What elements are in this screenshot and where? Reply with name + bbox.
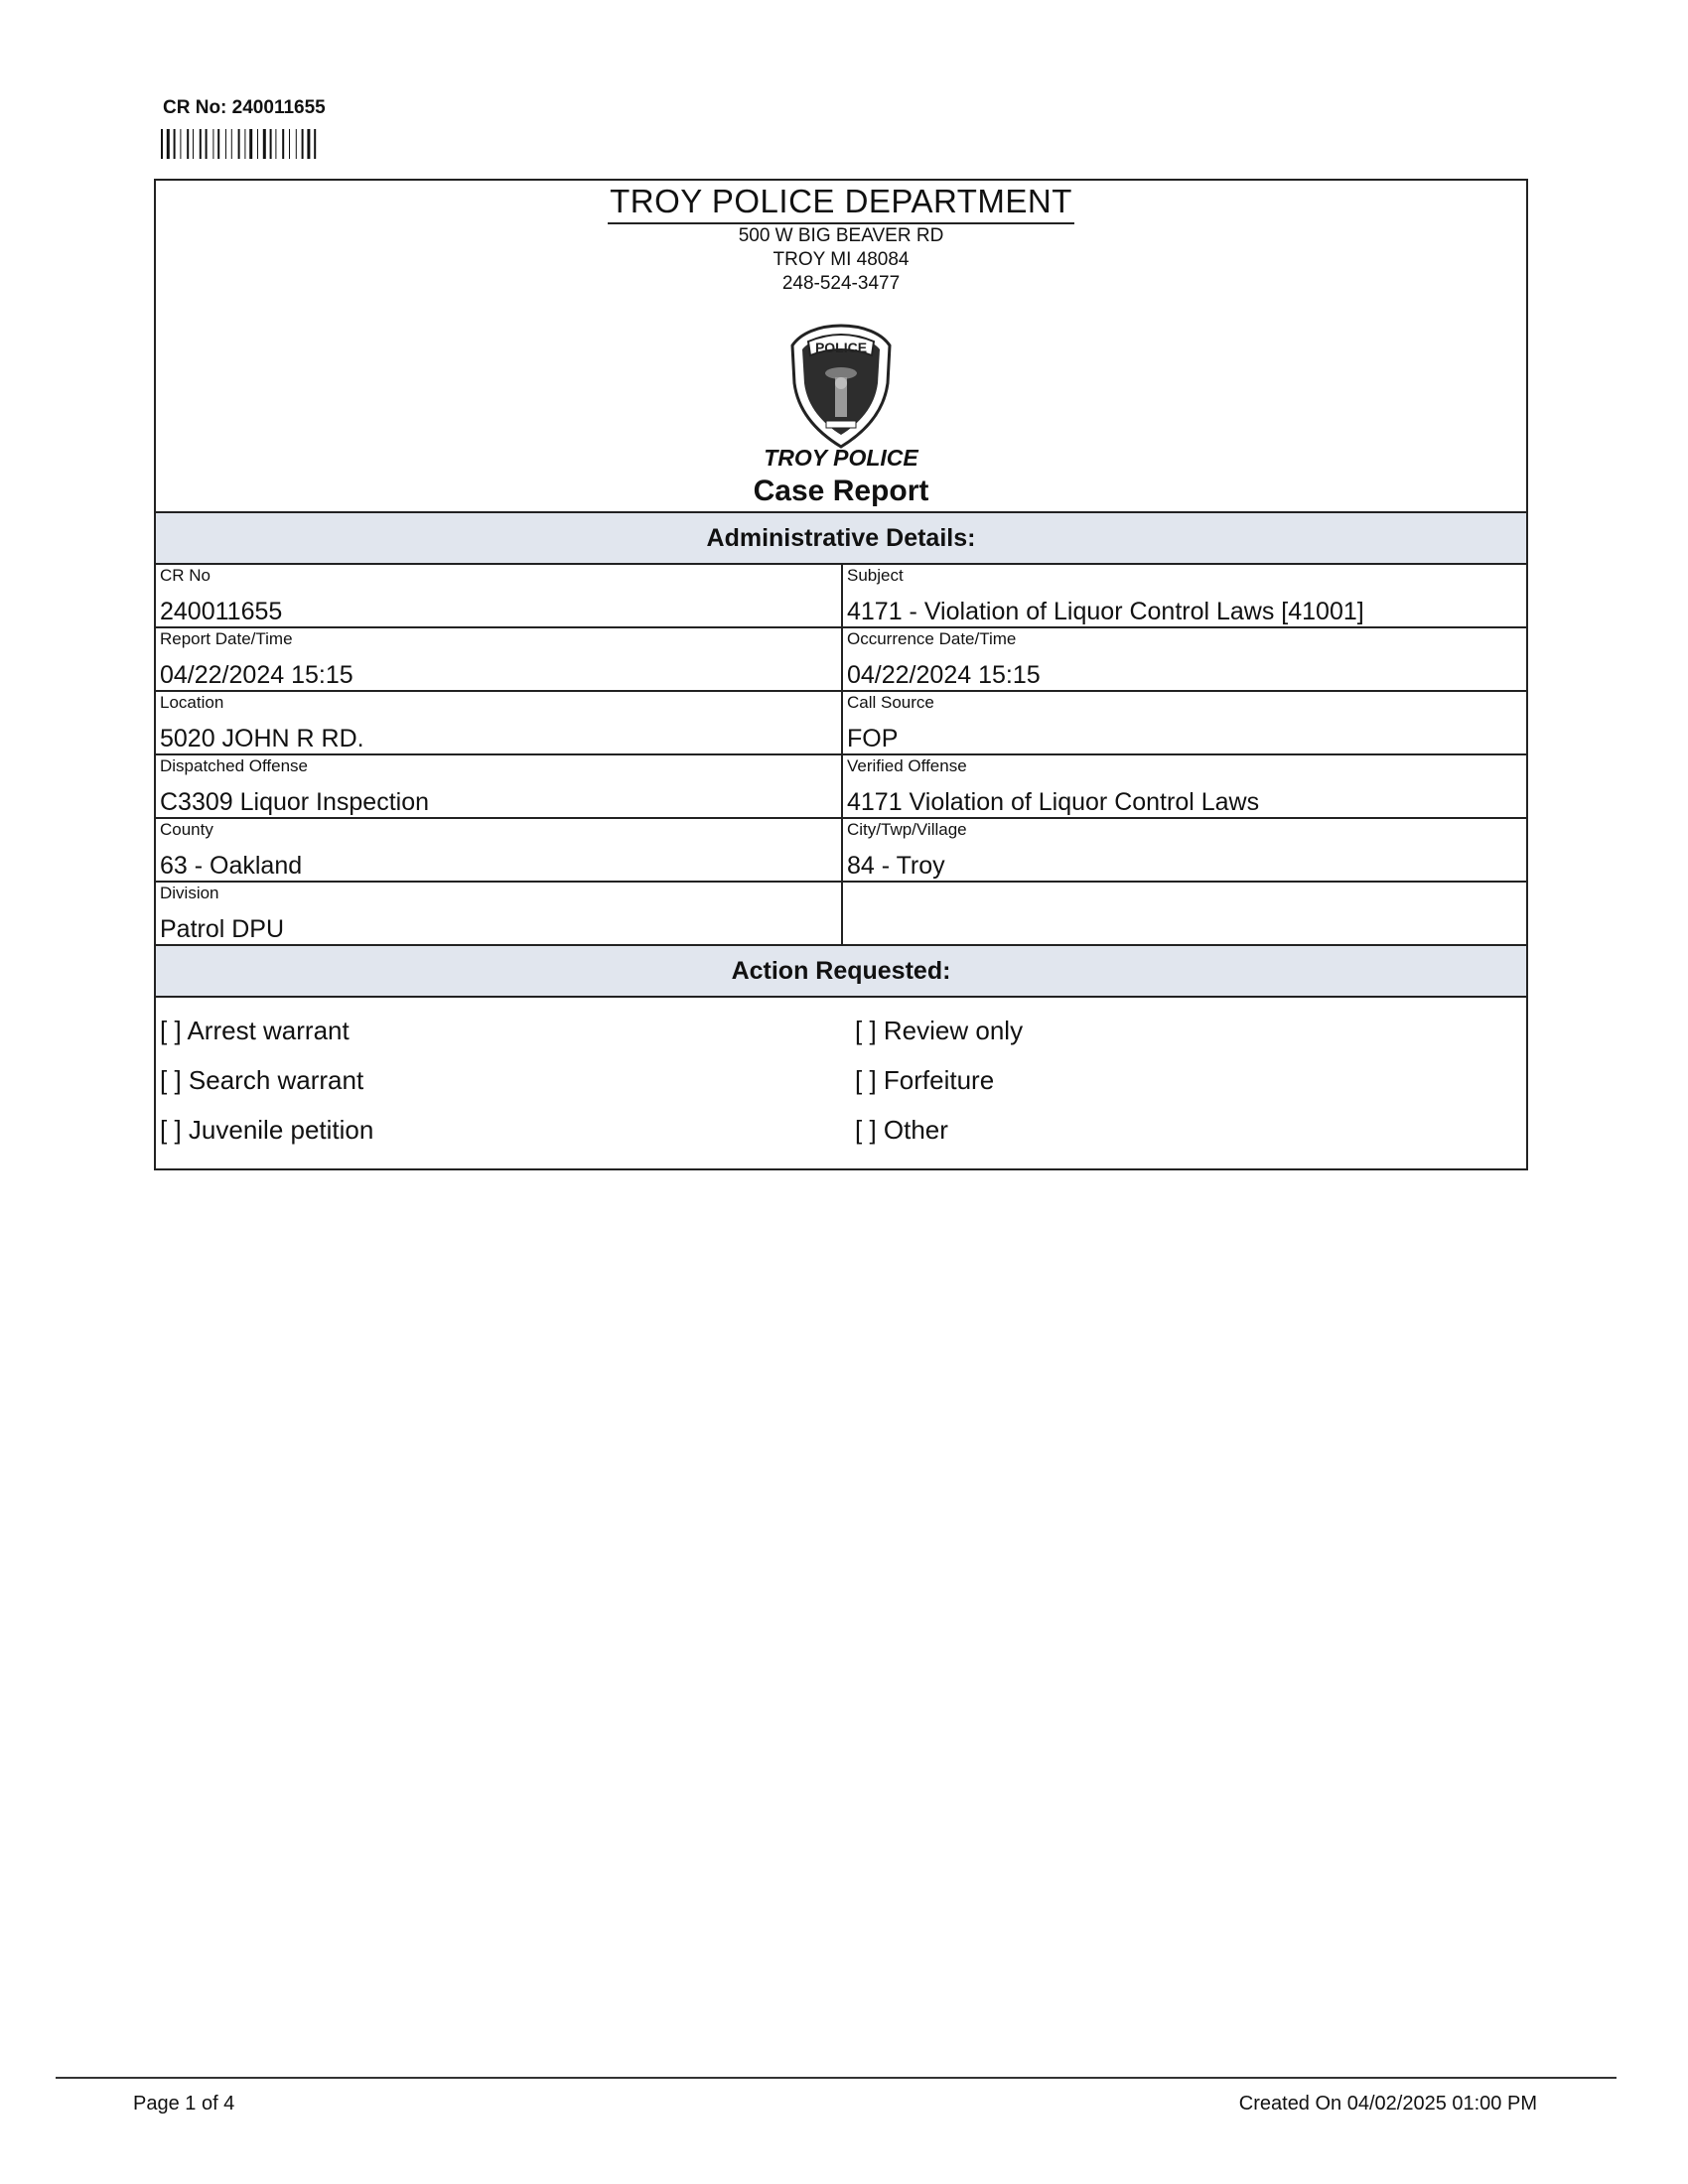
footer-divider — [56, 2077, 1617, 2079]
field-label: Call Source — [847, 693, 934, 712]
field-occurrence-datetime — [841, 628, 1526, 690]
admin-row — [156, 819, 1526, 883]
admin-row — [156, 692, 1526, 755]
department-address-line2: TROY MI 48084 — [773, 249, 910, 270]
field-value: Patrol DPU — [160, 915, 285, 943]
action-requested-list — [156, 998, 1526, 1168]
field-value: 240011655 — [160, 598, 283, 625]
field-label: Subject — [847, 566, 904, 585]
field-value: 04/22/2024 15:15 — [160, 661, 353, 689]
report-title: Case Report — [753, 475, 929, 507]
field-division — [156, 883, 841, 944]
cr-number-label: CR No: — [163, 97, 227, 118]
field-value: 5020 JOHN R RD. — [160, 725, 364, 752]
admin-row — [156, 883, 1526, 944]
field-verified-offense — [841, 755, 1526, 817]
action-search-warrant: [ ] Search warrant — [160, 1065, 364, 1095]
action-requested-heading: Action Requested: — [156, 944, 1526, 998]
field-dispatched-offense — [156, 755, 841, 817]
field-label: CR No — [160, 566, 211, 585]
barcode — [161, 129, 425, 159]
field-label: Verified Offense — [847, 756, 967, 775]
report-header — [156, 181, 1526, 511]
svg-text:POLICE: POLICE — [814, 340, 868, 355]
action-arrest-warrant: [ ] Arrest warrant — [160, 1016, 350, 1045]
field-label: Location — [160, 693, 224, 712]
field-label: Division — [160, 884, 219, 902]
admin-row — [156, 565, 1526, 628]
field-call-source — [841, 692, 1526, 753]
case-report-form — [154, 179, 1528, 1170]
action-juvenile-petition: [ ] Juvenile petition — [160, 1115, 374, 1145]
action-column-left — [156, 1016, 841, 1164]
field-subject — [841, 565, 1526, 626]
field-label: Report Date/Time — [160, 629, 293, 648]
troy-police-brand: TROY POLICE — [764, 445, 918, 471]
field-city-twp-village — [841, 819, 1526, 881]
admin-row — [156, 755, 1526, 819]
field-report-datetime — [156, 628, 841, 690]
field-county — [156, 819, 841, 881]
field-value: FOP — [847, 725, 899, 752]
field-empty — [841, 883, 1526, 944]
field-value: 04/22/2024 15:15 — [847, 661, 1041, 689]
created-on-timestamp: Created On 04/02/2025 01:00 PM — [1238, 2093, 1537, 2115]
cr-number-value: 240011655 — [231, 97, 326, 118]
department-name: TROY POLICE DEPARTMENT — [608, 183, 1074, 224]
field-value: 63 - Oakland — [160, 852, 303, 880]
admin-row — [156, 628, 1526, 692]
field-label: City/Twp/Village — [847, 820, 967, 839]
field-value: 84 - Troy — [847, 852, 945, 880]
field-label: Occurrence Date/Time — [847, 629, 1017, 648]
action-review-only: [ ] Review only — [855, 1016, 1024, 1045]
department-address-line1: 500 W BIG BEAVER RD — [738, 225, 944, 246]
action-forfeiture: [ ] Forfeiture — [855, 1065, 995, 1095]
cr-number-header — [163, 97, 326, 119]
field-label: Dispatched Offense — [160, 756, 308, 775]
field-value: 4171 - Violation of Liquor Control Laws [41001] — [847, 598, 1364, 625]
field-cr-no — [156, 565, 841, 626]
action-column-right — [841, 1016, 1526, 1164]
action-other: [ ] Other — [855, 1115, 948, 1145]
field-location — [156, 692, 841, 753]
field-value: 4171 Violation of Liquor Control Laws — [847, 788, 1260, 816]
administrative-details-heading: Administrative Details: — [156, 511, 1526, 565]
page-number: Page 1 of 4 — [133, 2093, 235, 2115]
department-phone: 248-524-3477 — [781, 273, 901, 294]
field-label: County — [160, 820, 213, 839]
police-badge-logo — [786, 322, 896, 451]
field-value: C3309 Liquor Inspection — [160, 788, 430, 816]
